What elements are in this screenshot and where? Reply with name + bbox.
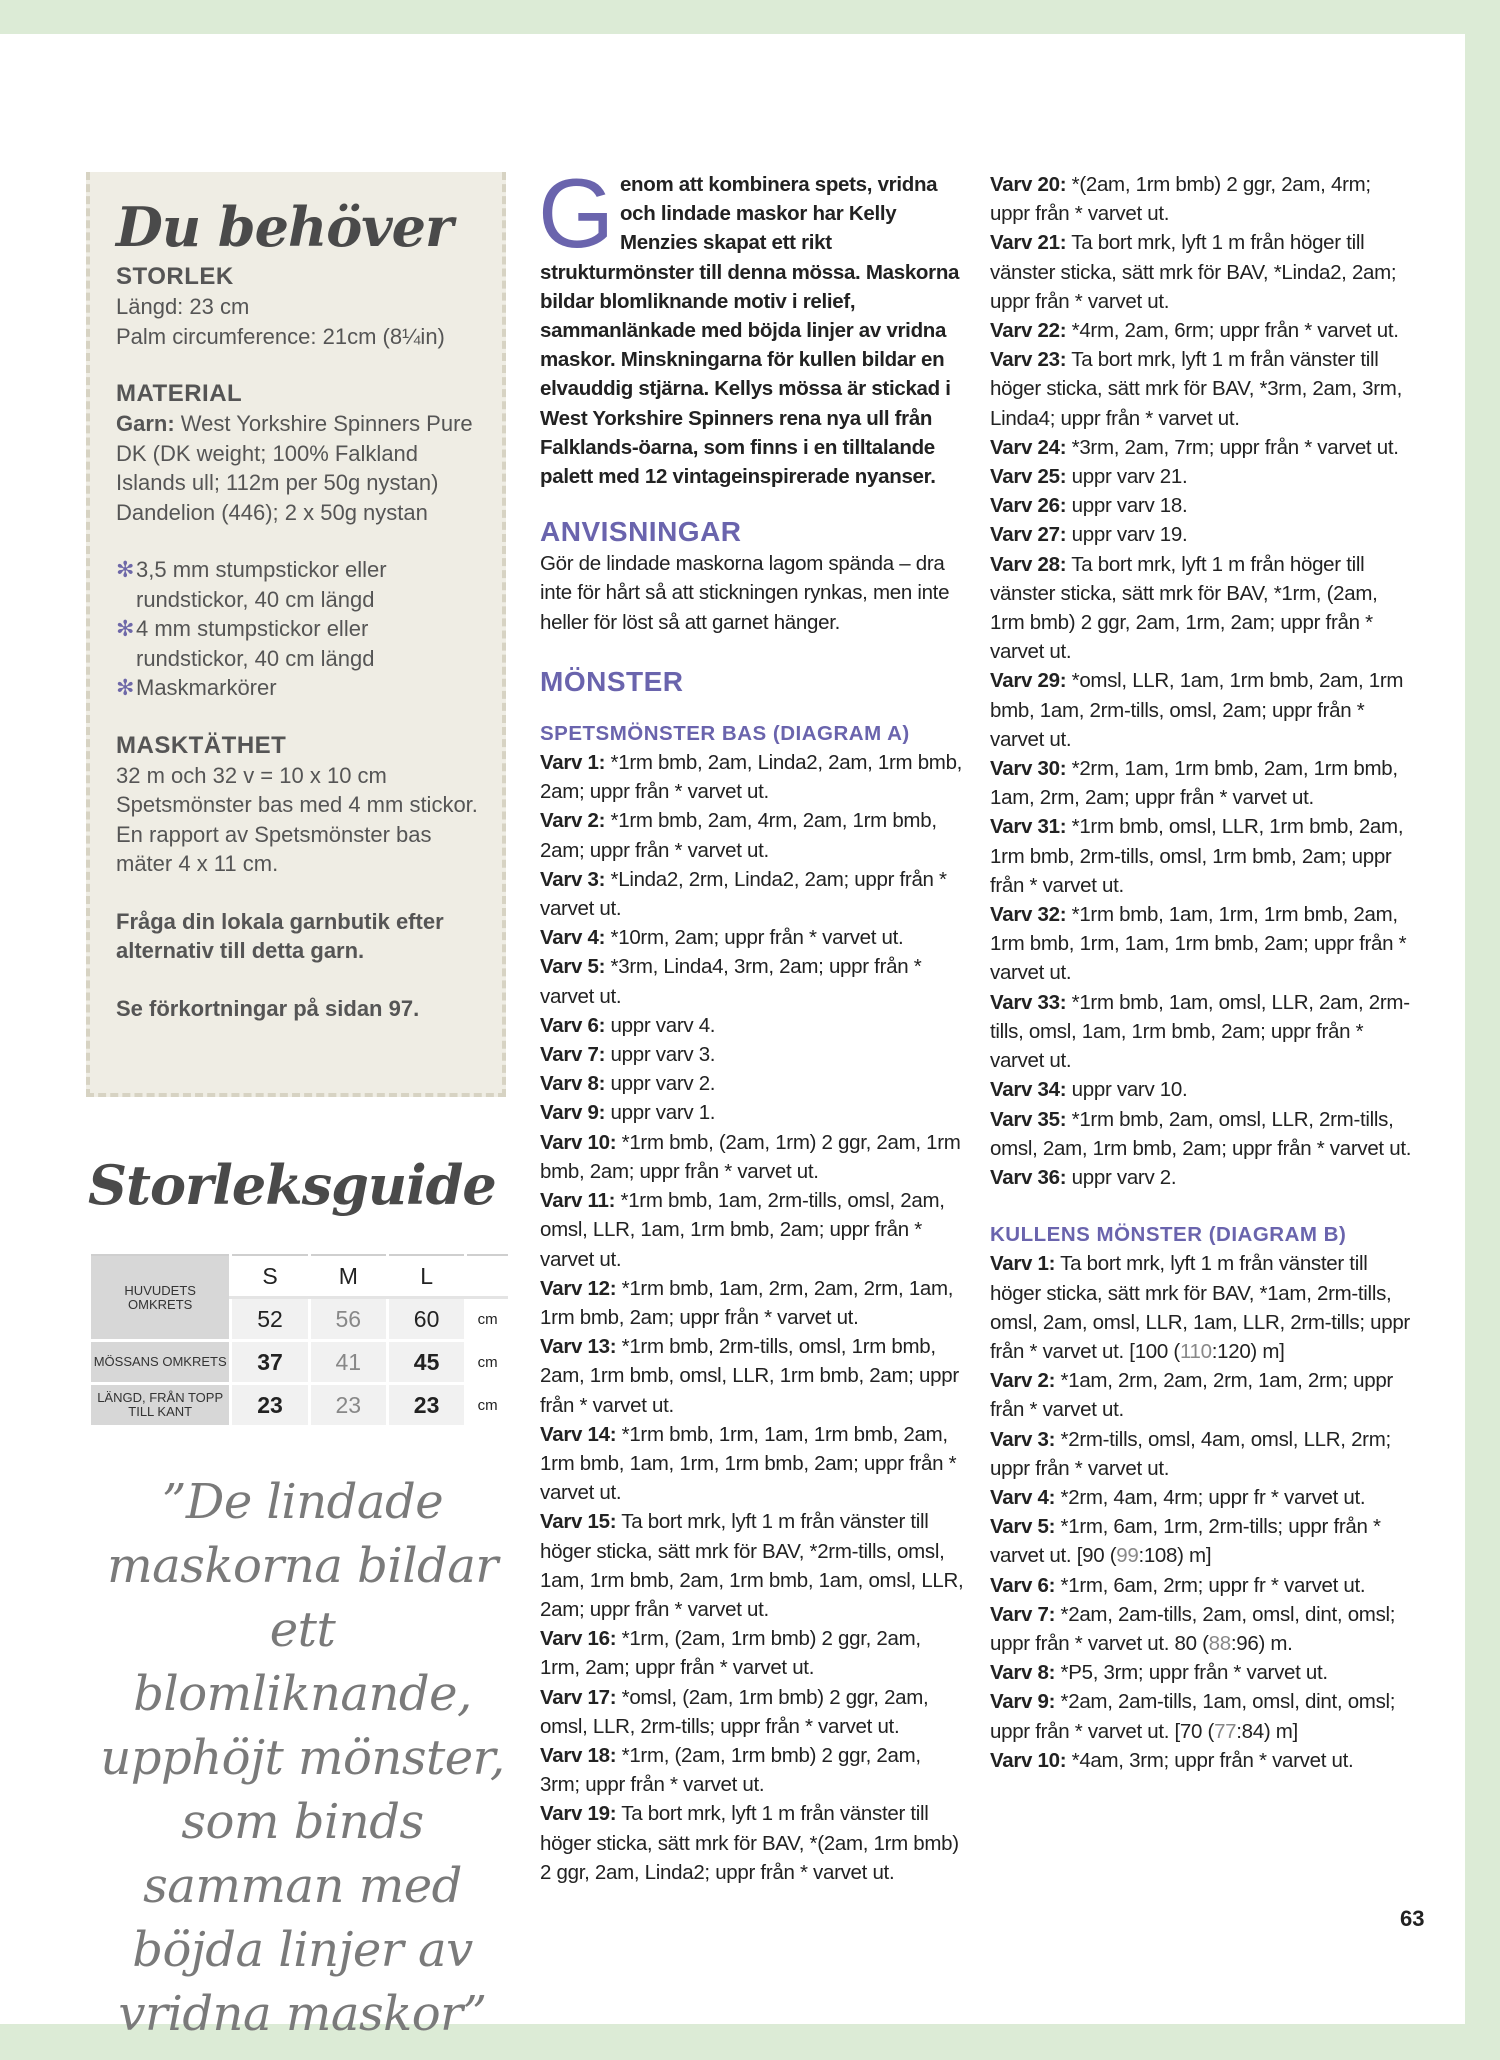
ask-yarn-store: Fråga din lokala garnbutik efter alternativ till detta garn. (116, 908, 444, 963)
list-item: ✻ Maskmarkörer (116, 673, 482, 703)
row-text: *2rm, 1am, 1rm bmb, 2am, 1rm bmb, 1am, 2rm, 2am; uppr från * varvet ut. (990, 757, 1398, 810)
size-guide-title: Storleksguide (88, 1153, 496, 1217)
row-label: Varv 31: (990, 815, 1067, 839)
intro-text: enom att kombinera spets, vridna och lindade maskor har Kelly Menzies skapat ett rikt strukturmönster till denna mössa. Maskorna bildar blomliknande motiv i relief, sammanlänkade med böjda linjer av vridna maskor. Minskningarna för kullen bildar en elvauddig stjärna. Kellys mössa är stickad i West Yorkshire Spinners rena nya ull från Falklands-öarna, som finns i en tilltalande palett med 12 vintageinspirerade nyanser. (540, 173, 960, 489)
pattern-row (540, 1683, 965, 1741)
row-label: Varv 4: (990, 1485, 1056, 1509)
row-text: *1rm bmb, omsl, LLR, 1rm bmb, 2am, 1rm bmb, 2rm-tills, omsl, 1rm bmb, 2am; uppr från * varvet ut. (990, 815, 1404, 897)
row-label: Varv 32: (990, 903, 1067, 927)
row-label: Varv 9: (540, 1101, 606, 1125)
unit-cell: cm (466, 1341, 508, 1384)
pattern-row (990, 1075, 1415, 1104)
pattern-row (990, 1105, 1415, 1163)
material-heading: MATERIAL (116, 380, 243, 407)
row-text: Ta bort mrk, lyft 1 m från höger till vänster sticka, sätt mrk för BAV, *1rm, (2am, 1rm bmb) 2 ggr, 2am, 1rm, 2am; uppr från * varvet ut. (990, 552, 1378, 664)
table-cell: 23 (231, 1384, 309, 1427)
size-header: L (387, 1255, 465, 1298)
table-cell: 56 (309, 1298, 387, 1341)
pattern-row (990, 1483, 1415, 1512)
stitch-count-end: :120) m] (1211, 1339, 1285, 1363)
row-text: Ta bort mrk, lyft 1 m från vänster till höger sticka, sätt mrk för BAV, *3rm, 2am, 3rm, Linda4; uppr från * varvet ut. (990, 348, 1402, 430)
row-label: Varv 16: (540, 1627, 617, 1651)
pattern-row (540, 806, 965, 864)
row-text: *1am, 2rm, 2am, 2rm, 1am, 2rm; uppr från * varvet ut. (990, 1369, 1393, 1422)
row-text: uppr varv 2. (1066, 1165, 1177, 1189)
row-text: *1rm, 6am, 2rm; uppr fr * varvet ut. (1055, 1573, 1366, 1597)
size-length: Längd: 23 cm (116, 294, 250, 319)
right-column (990, 170, 1415, 1775)
row-text: *1rm bmb, 1am, 2rm-tills, omsl, 2am, omsl, LLR, 1am, 1rm bmb, 2am; uppr från * varvet ut. (540, 1189, 945, 1271)
row-label: Varv 33: (990, 990, 1067, 1014)
stitch-count: [70 ( (1169, 1719, 1215, 1743)
row-label: Varv 8: (540, 1072, 606, 1096)
row-label: Varv 6: (990, 1573, 1056, 1597)
row-label: Varv 11: (540, 1189, 616, 1213)
page-number: 63 (1400, 1906, 1425, 1931)
row-text: *(2am, 1rm bmb) 2 ggr, 2am, 4rm; uppr från * varvet ut. (990, 173, 1371, 226)
stitch-count-medium: 99 (1116, 1544, 1139, 1568)
row-label: Varv 18: (540, 1743, 617, 1767)
row-label: HUVUDETS OMKRETS (90, 1255, 231, 1341)
row-label: Varv 19: (540, 1802, 617, 1826)
materials-title: Du behöver (116, 195, 453, 259)
pattern-row (540, 1799, 965, 1887)
size-guide-table (88, 1254, 508, 1428)
row-label: Varv 14: (540, 1422, 617, 1446)
row-label: MÖSSANS OMKRETS (90, 1341, 231, 1384)
stitch-count-end: :84) m] (1236, 1719, 1298, 1743)
table-cell: 60 (387, 1298, 465, 1341)
stitch-count-medium: 77 (1214, 1719, 1237, 1743)
row-text: *3rm, Linda4, 3rm, 2am; uppr från * varvet ut. (540, 955, 922, 1008)
size-header: M (309, 1255, 387, 1298)
pattern-row (990, 520, 1415, 549)
section-b-heading: KULLENS MÖNSTER (DIAGRAM B) (990, 1223, 1347, 1247)
row-label: Varv 12: (540, 1276, 617, 1300)
stitch-count-end: :96) m. (1230, 1631, 1293, 1655)
row-text: *3rm, 2am, 7rm; uppr från * varvet ut. (1066, 435, 1399, 459)
row-label: Varv 26: (990, 494, 1067, 518)
tools-list (116, 555, 482, 703)
row-label: Varv 21: (990, 231, 1067, 255)
drop-cap: G (538, 158, 614, 268)
row-text: uppr varv 1. (605, 1101, 716, 1125)
pattern-row (540, 1332, 965, 1420)
pattern-row (540, 1011, 965, 1040)
row-text: *10rm, 2am; uppr från * varvet ut. (605, 926, 904, 950)
row-text: Ta bort mrk, lyft 1 m från vänster till höger sticka, sätt mrk för BAV, *(2am, 1rm bmb) 2 ggr, 2am, Linda2; uppr från * varvet ut. (540, 1802, 959, 1884)
row-label: Varv 5: (990, 1515, 1056, 1539)
row-text: uppr varv 10. (1066, 1078, 1188, 1102)
table-row (90, 1384, 509, 1427)
row-text: Ta bort mrk, lyft 1 m från höger till vänster sticka, sätt mrk för BAV, *Linda2, 2am; uppr från * varvet ut. (990, 231, 1397, 313)
pattern-row (540, 1128, 965, 1186)
row-text: Ta bort mrk, lyft 1 m från vänster till höger sticka, sätt mrk för BAV, *1am, 2rm-tills, omsl, 2am, omsl, LLR, 1am, LLR, 2rm-tills; uppr från * varvet ut. (990, 1252, 1410, 1363)
row-label: LÄNGD, FRÅN TOPP TILL KANT (90, 1384, 231, 1427)
row-text: Ta bort mrk, lyft 1 m från vänster till höger sticka, sätt mrk för BAV, *2rm-tills, omsl, 1am, 1rm bmb, 2am, 1rm bmb, 1am, omsl, LLR, 2am; uppr från * varvet ut. (540, 1510, 964, 1621)
yarn-label: Garn: (116, 411, 175, 436)
row-label: Varv 24: (990, 435, 1067, 459)
pattern-row (540, 923, 965, 952)
row-label: Varv 34: (990, 1078, 1067, 1102)
gauge-line: En rapport av Spetsmönster bas mäter 4 x 11 cm. (116, 821, 432, 876)
yarn-description (116, 409, 482, 527)
magazine-page (0, 34, 1465, 2042)
stitch-count-medium: 110 (1179, 1339, 1212, 1363)
pattern-row (990, 228, 1415, 316)
pattern-row (990, 1425, 1415, 1483)
row-text: *2rm, 4am, 4rm; uppr fr * varvet ut. (1055, 1485, 1366, 1509)
pattern-row (990, 1366, 1415, 1424)
row-text: *1rm bmb, 1am, 1rm, 1rm bmb, 2am, 1rm bmb, 1rm, 1am, 1rm bmb, 2am; uppr från * varvet ut. (990, 903, 1407, 985)
list-item: ✻ 4 mm stumpstickor eller rundstickor, 40 cm längd (116, 616, 375, 671)
pattern-row (540, 1741, 965, 1799)
row-label: Varv 3: (990, 1427, 1056, 1451)
pattern-row (990, 1746, 1415, 1775)
table-cell: 23 (387, 1384, 465, 1427)
row-text: *omsl, (2am, 1rm bmb) 2 ggr, 2am, omsl, LLR, 2rm-tills; uppr från * varvet ut. (540, 1685, 929, 1738)
row-label: Varv 7: (540, 1043, 606, 1067)
row-text: *2am, 2am-tills, 2am, omsl, dint, omsl; uppr från * varvet ut. (990, 1602, 1396, 1655)
row-label: Varv 22: (990, 319, 1067, 343)
row-list-b (990, 1249, 1415, 1775)
table-cell (466, 1255, 508, 1298)
row-text: *1rm bmb, 1am, omsl, LLR, 2am, 2rm-tills, omsl, 1am, 1rm bmb, 2am; uppr från * varvet ut. (990, 990, 1410, 1073)
row-list-a-continued (990, 170, 1415, 1192)
row-text: uppr varv 21. (1066, 465, 1188, 489)
row-label: Varv 3: (540, 867, 606, 891)
row-text: uppr varv 3. (605, 1043, 716, 1067)
table-row (90, 1341, 509, 1384)
row-label: Varv 9: (990, 1690, 1056, 1714)
row-text: uppr varv 18. (1066, 494, 1188, 518)
row-label: Varv 10: (990, 1748, 1067, 1772)
materials-box (86, 172, 506, 1097)
pattern-row (990, 1658, 1415, 1687)
table-cell: 23 (309, 1384, 387, 1427)
row-label: Varv 28: (990, 552, 1067, 576)
pattern-row (990, 666, 1415, 754)
pattern-row (990, 812, 1415, 900)
row-text: *2am, 2am-tills, 1am, omsl, dint, omsl; uppr från * varvet ut. (990, 1690, 1396, 1743)
row-text: *2rm-tills, omsl, 4am, omsl, LLR, 2rm; uppr från * varvet ut. (990, 1427, 1391, 1480)
row-text: *1rm bmb, 1am, 2rm, 2am, 2rm, 1am, 1rm bmb, 2am; uppr från * varvet ut. (540, 1276, 954, 1329)
row-label: Varv 5: (540, 955, 606, 979)
row-label: Varv 35: (990, 1107, 1067, 1131)
pattern-row (540, 748, 965, 806)
row-label: Varv 20: (990, 173, 1067, 196)
row-text: *1rm bmb, 2rm-tills, omsl, 1rm bmb, 2am, 1rm bmb, omsl, LLR, 1rm bmb, 2am; uppr från * varvet ut. (540, 1335, 959, 1417)
section-a-heading: SPETSMÖNSTER BAS (DIAGRAM A) (540, 721, 910, 745)
gauge-line: 32 m och 32 v = 10 x 10 cm (116, 762, 387, 788)
size-circumference: Palm circumference: 21cm (8¼in) (116, 323, 445, 349)
row-text: *4am, 3rm; uppr från * varvet ut. (1066, 1748, 1354, 1772)
table-cell: 52 (231, 1298, 309, 1341)
gauge-line: Spetsmönster bas med 4 mm stickor. (116, 792, 478, 817)
pattern-row (990, 1600, 1415, 1658)
pattern-row (990, 462, 1415, 491)
pattern-row (540, 865, 965, 923)
pull-quote: ”De lindade maskorna bildar ett blomliknande, upphöjt mönster, som binds samman med böjda linjer av vridna maskor” (100, 1474, 505, 2042)
pattern-row (990, 1687, 1415, 1745)
row-text: *omsl, LLR, 1am, 1rm bmb, 2am, 1rm bmb, 1am, 2rm-tills, omsl, 2am; uppr från * varvet ut. (990, 669, 1404, 751)
pattern-row (990, 550, 1415, 667)
row-text: *1rm, (2am, 1rm bmb) 2 ggr, 2am, 1rm, 2am; uppr från * varvet ut. (540, 1627, 921, 1680)
stitch-count-end: :108) m] (1138, 1544, 1212, 1568)
row-label: Varv 8: (990, 1661, 1056, 1685)
yarn-text: West Yorkshire Spinners Pure DK (DK weight; 100% Falkland Islands ull; 112m per 50g nystan) Dandelion (446); 2 x 50g nystan (116, 411, 473, 525)
pattern-row (540, 1624, 965, 1682)
row-text: uppr varv 4. (605, 1013, 716, 1037)
pattern-row (990, 900, 1415, 988)
gauge-heading: MASKTÄTHET (116, 731, 287, 759)
row-label: Varv 6: (540, 1013, 606, 1037)
table-header-row (90, 1255, 509, 1298)
pattern-row (540, 1274, 965, 1332)
instructions-text: Gör de lindade maskorna lagom spända – dra inte för hårt så att stickningen rynkas, men inte heller för löst så att garnet hänger. (540, 552, 950, 634)
asterisk-bullet-icon: ✻ (116, 616, 135, 641)
row-label: Varv 2: (990, 1369, 1056, 1393)
row-label: Varv 36: (990, 1165, 1067, 1189)
row-text: *4rm, 2am, 6rm; uppr från * varvet ut. (1066, 319, 1399, 343)
table-cell: 45 (387, 1341, 465, 1384)
instructions-heading: ANVISNINGAR (540, 516, 742, 548)
asterisk-bullet-icon: ✻ (116, 675, 135, 700)
pattern-row (990, 170, 1415, 228)
unit-cell: cm (466, 1384, 508, 1427)
row-text: uppr varv 2. (605, 1072, 716, 1096)
pattern-row (990, 1249, 1415, 1366)
table-cell: 41 (309, 1341, 387, 1384)
table-cell: 37 (231, 1341, 309, 1384)
pattern-row (990, 754, 1415, 812)
row-label: Varv 7: (990, 1602, 1056, 1626)
pattern-row (990, 433, 1415, 462)
pattern-row (540, 952, 965, 1010)
row-label: Varv 17: (540, 1685, 617, 1709)
row-text: *1rm, (2am, 1rm bmb) 2 ggr, 2am, 3rm; uppr från * varvet ut. (540, 1743, 921, 1797)
row-text: *1rm bmb, 2am, 4rm, 2am, 1rm bmb, 2am; uppr från * varvet ut. (540, 809, 937, 862)
pattern-row (540, 1186, 965, 1274)
pattern-row (540, 1507, 965, 1624)
row-label: Varv 27: (990, 523, 1067, 547)
row-text: *1rm bmb, 1rm, 1am, 1rm bmb, 2am, 1rm bmb, 1am, 1rm, 1rm bmb, 2am; uppr från * varvet ut. (540, 1422, 957, 1505)
middle-column (538, 158, 965, 1887)
size-header: S (231, 1255, 309, 1298)
pattern-heading: MÖNSTER (540, 665, 684, 697)
row-text: *Linda2, 2rm, Linda2, 2am; uppr från * varvet ut. (540, 867, 947, 921)
row-text: *1rm, 6am, 1rm, 2rm-tills; uppr från * varvet ut. (990, 1515, 1381, 1568)
stitch-count: 80 ( (1169, 1631, 1209, 1655)
pattern-row (990, 345, 1415, 433)
row-label: Varv 1: (540, 751, 606, 775)
row-label: Varv 29: (990, 669, 1067, 693)
row-text: uppr varv 19. (1066, 523, 1188, 547)
stitch-count: [90 ( (1071, 1544, 1117, 1568)
row-label: Varv 15: (540, 1510, 617, 1534)
row-label: Varv 2: (540, 809, 606, 833)
row-label: Varv 4: (540, 926, 606, 950)
row-text: *1rm bmb, 2am, Linda2, 2am, 1rm bmb, 2am; uppr från * varvet ut. (540, 751, 963, 804)
row-text: *1rm bmb, 2am, omsl, LLR, 2rm-tills, omsl, 2am, 1rm bmb, 2am; uppr från * varvet ut. (990, 1107, 1412, 1160)
row-label: Varv 30: (990, 757, 1067, 781)
pattern-row (540, 1069, 965, 1098)
pattern-row (540, 1420, 965, 1508)
row-label: Varv 25: (990, 465, 1067, 489)
size-heading: STORLEK (116, 263, 234, 290)
stitch-count-medium: 88 (1208, 1631, 1231, 1655)
row-label: Varv 1: (990, 1252, 1056, 1276)
pattern-row (540, 1098, 965, 1127)
pattern-row (990, 1571, 1415, 1600)
pattern-row (990, 316, 1415, 345)
row-text: *P5, 3rm; uppr från * varvet ut. (1055, 1661, 1328, 1685)
pattern-row (990, 988, 1415, 1076)
row-text: *1rm bmb, (2am, 1rm) 2 ggr, 2am, 1rm bmb, 2am; uppr från * varvet ut. (540, 1130, 961, 1183)
list-item: ✻ 3,5 mm stumpstickor eller rundstickor, 40 cm längd (116, 557, 387, 612)
asterisk-bullet-icon: ✻ (116, 557, 135, 582)
see-abbreviations: Se förkortningar på sidan 97. (116, 995, 420, 1021)
row-label: Varv 10: (540, 1130, 617, 1154)
pattern-row (990, 1163, 1415, 1192)
pattern-row (990, 1512, 1415, 1570)
row-label: Varv 23: (990, 348, 1067, 372)
stitch-count: [100 ( (1123, 1339, 1180, 1363)
row-label: Varv 13: (540, 1335, 617, 1359)
row-list-a (540, 748, 965, 1887)
pattern-row (990, 491, 1415, 520)
unit-cell: cm (466, 1298, 508, 1341)
pattern-row (540, 1040, 965, 1069)
intro-paragraph (538, 158, 965, 491)
